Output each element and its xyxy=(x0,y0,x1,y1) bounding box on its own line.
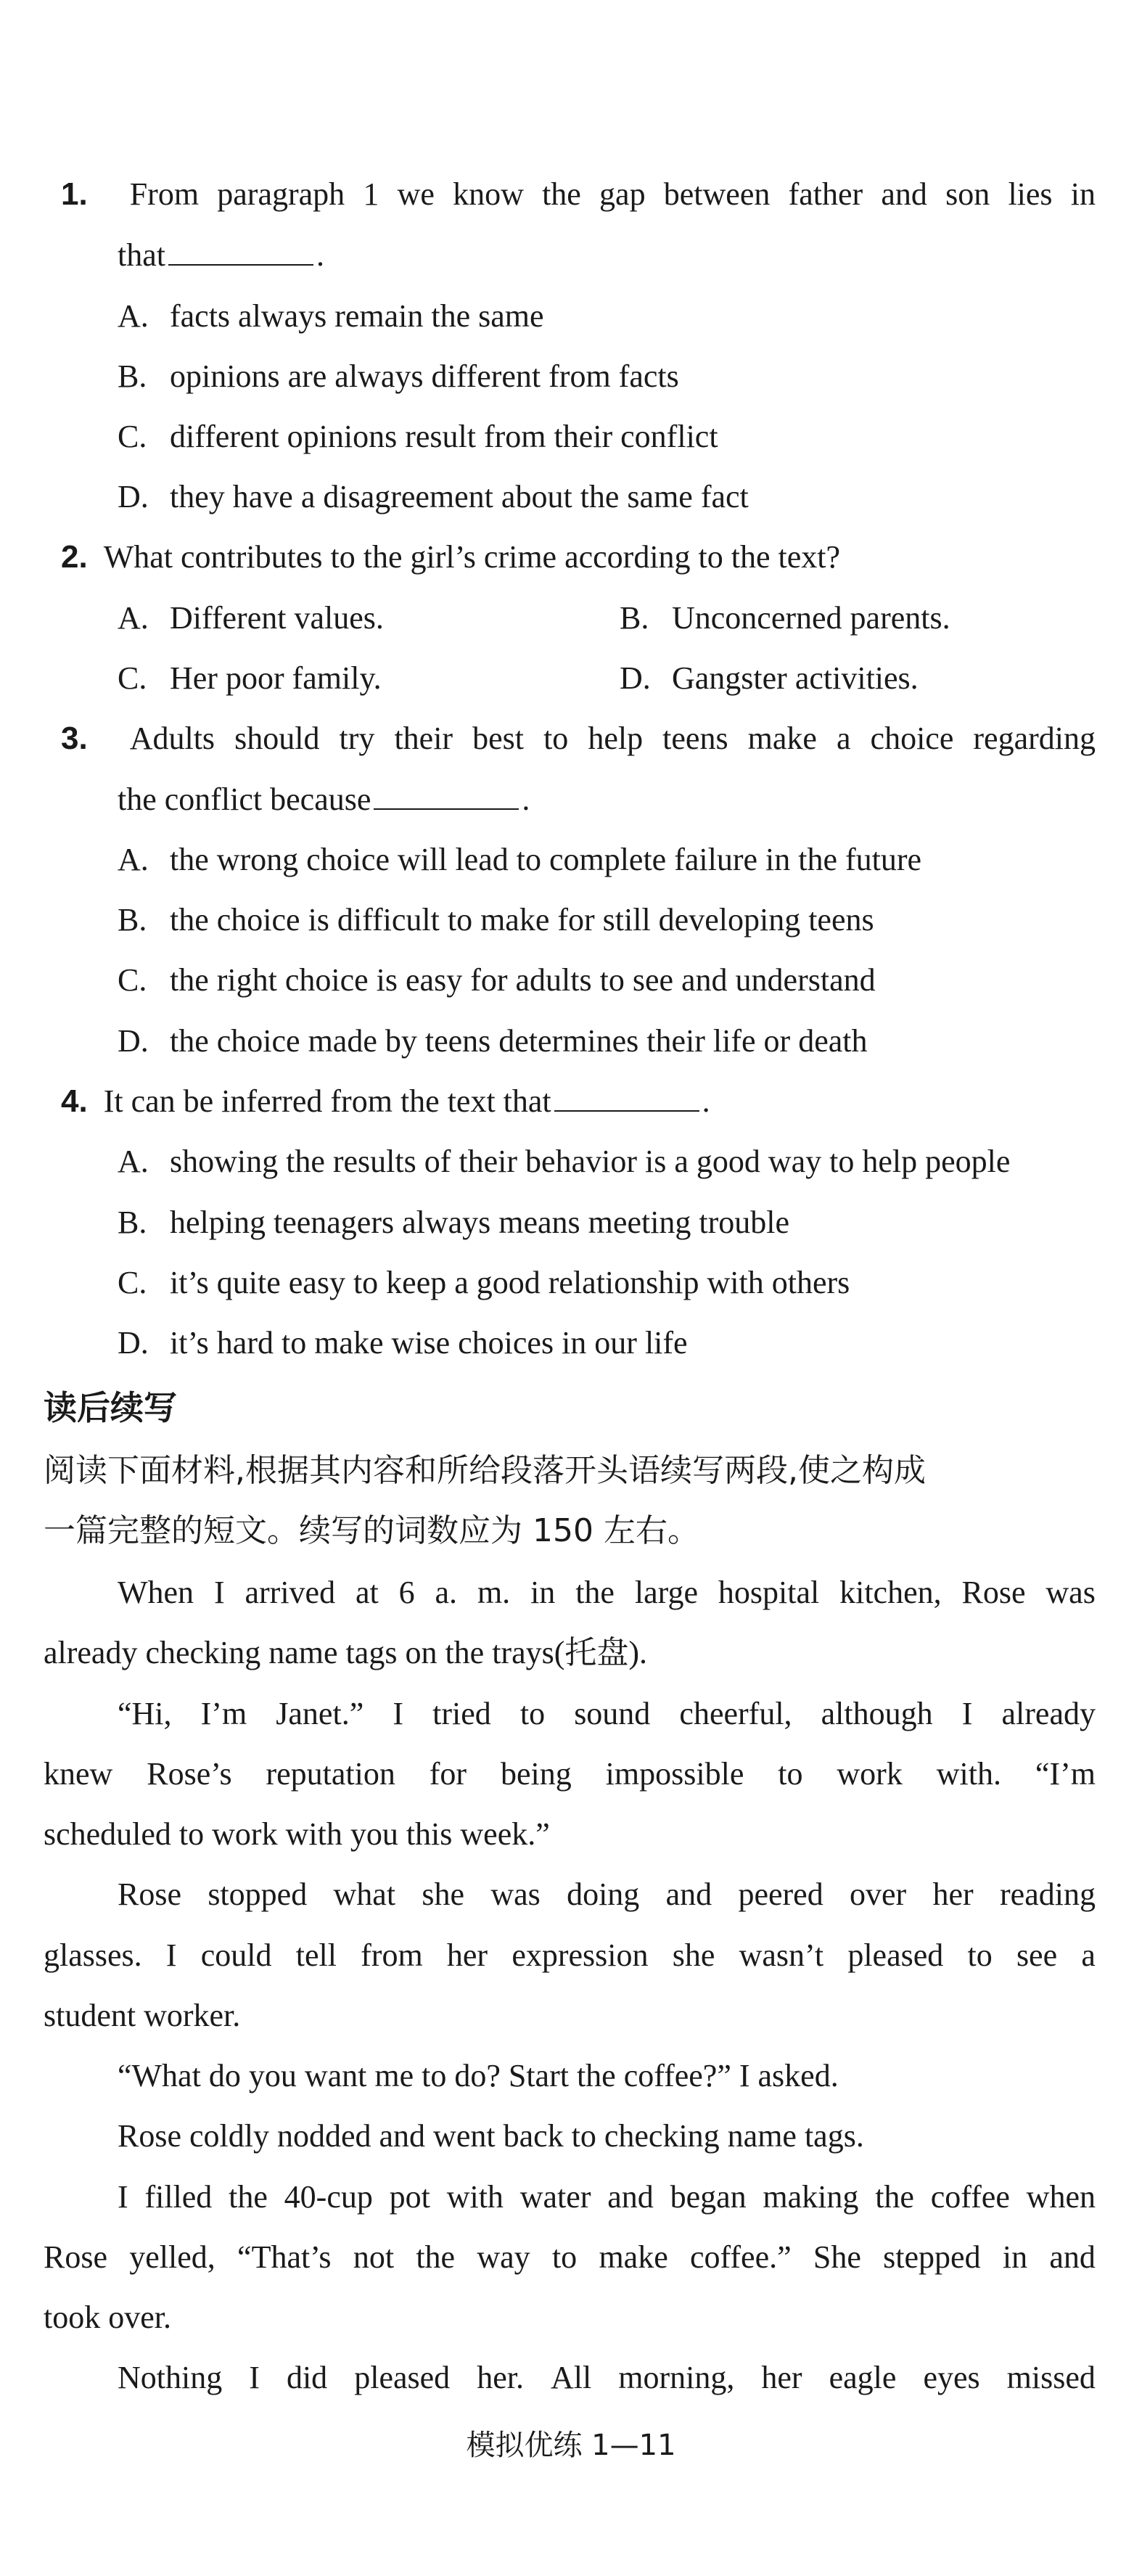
question-1-stem-line1: 1. From paragraph 1 we know the gap between father and son lies in xyxy=(61,173,1096,216)
question-2-option-d: D. Gangster activities. xyxy=(620,660,919,696)
passage-line: I filled the 40-cup pot with water and began making the coffee when xyxy=(118,2179,1096,2215)
passage-line: took over. xyxy=(44,2300,171,2335)
question-4-option-d: D. it’s hard to make wise choices in our life xyxy=(118,1325,688,1361)
passage-line: Rose coldly nodded and went back to checking name tags. xyxy=(118,2118,864,2154)
section-instruction-line2: 一篇完整的短文。续写的词数应为 150 左右。 xyxy=(44,1512,699,1549)
question-4-stem: 4. It can be inferred from the text that . xyxy=(61,1083,710,1119)
question-1-option-a: A. facts always remain the same xyxy=(118,298,544,334)
question-2-option-c: C. Her poor family. xyxy=(118,660,382,696)
passage-line: already checking name tags on the trays(托盘). xyxy=(44,1635,648,1670)
question-3-number: 3. xyxy=(61,721,88,756)
question-3-option-b: B. the choice is difficult to make for still developing teens xyxy=(118,902,874,938)
section-instruction-line1: 阅读下面材料,根据其内容和所给段落开头语续写两段,使之构成 xyxy=(44,1452,926,1489)
passage-line: “What do you want me to do? Start the coffee?” I asked. xyxy=(118,2058,839,2093)
question-4-number: 4. xyxy=(61,1083,88,1119)
passage-line: Rose stopped what she was doing and peered over her reading xyxy=(118,1876,1096,1912)
answer-blank xyxy=(374,781,519,810)
answer-blank xyxy=(168,237,313,266)
question-4-option-c: C. it’s quite easy to keep a good relationship with others xyxy=(118,1265,850,1300)
question-1-number: 1. xyxy=(61,176,88,212)
passage-line: When I arrived at 6 a. m. in the large hospital kitchen, Rose was xyxy=(118,1575,1096,1610)
passage-line: Nothing I did pleased her. All morning, her eagle eyes missed xyxy=(118,2360,1096,2395)
question-1-option-c: C. different opinions result from their conflict xyxy=(118,419,718,454)
question-4-option-a: A. showing the results of their behavior is a good way to help people xyxy=(118,1144,1011,1179)
section-title: 读后续写 xyxy=(44,1388,177,1427)
question-3-stem-line1: 3. Adults should try their best to help teens make a choice regarding xyxy=(61,717,1096,760)
passage-line: knew Rose’s reputation for being impossible to work with. “I’m xyxy=(44,1756,1096,1792)
question-4-option-b: B. helping teenagers always means meeting trouble xyxy=(118,1205,790,1240)
question-3-option-a: A. the wrong choice will lead to complete failure in the future xyxy=(118,842,922,877)
question-3-option-d: D. the choice made by teens determines their life or death xyxy=(118,1023,868,1059)
page-footer: 模拟优练 1—11 xyxy=(466,2429,676,2462)
question-1-option-b: B. opinions are always different from facts xyxy=(118,358,679,394)
question-2-stem: 2. What contributes to the girl’s crime according to the text? xyxy=(61,539,841,575)
question-2-number: 2. xyxy=(61,539,88,575)
question-3-stem-line2: the conflict because . xyxy=(118,782,530,817)
question-1-stem-line2: that . xyxy=(118,237,324,273)
question-3-option-c: C. the right choice is easy for adults to see and understand xyxy=(118,962,876,998)
question-2-option-a: A. Different values. xyxy=(118,600,384,636)
question-1-option-d: D. they have a disagreement about the same fact xyxy=(118,479,749,514)
passage-line: glasses. I could tell from her expression she wasn’t pleased to see a xyxy=(44,1937,1096,1973)
passage-line: scheduled to work with you this week.” xyxy=(44,1816,550,1852)
passage-line: student worker. xyxy=(44,1998,241,2033)
passage-line: Rose yelled, “That’s not the way to make coffee.” She stepped in and xyxy=(44,2239,1096,2275)
question-2-option-b: B. Unconcerned parents. xyxy=(620,600,950,636)
passage-line: “Hi, I’m Janet.” I tried to sound cheerful, although I already xyxy=(118,1696,1096,1731)
answer-blank xyxy=(554,1083,699,1112)
